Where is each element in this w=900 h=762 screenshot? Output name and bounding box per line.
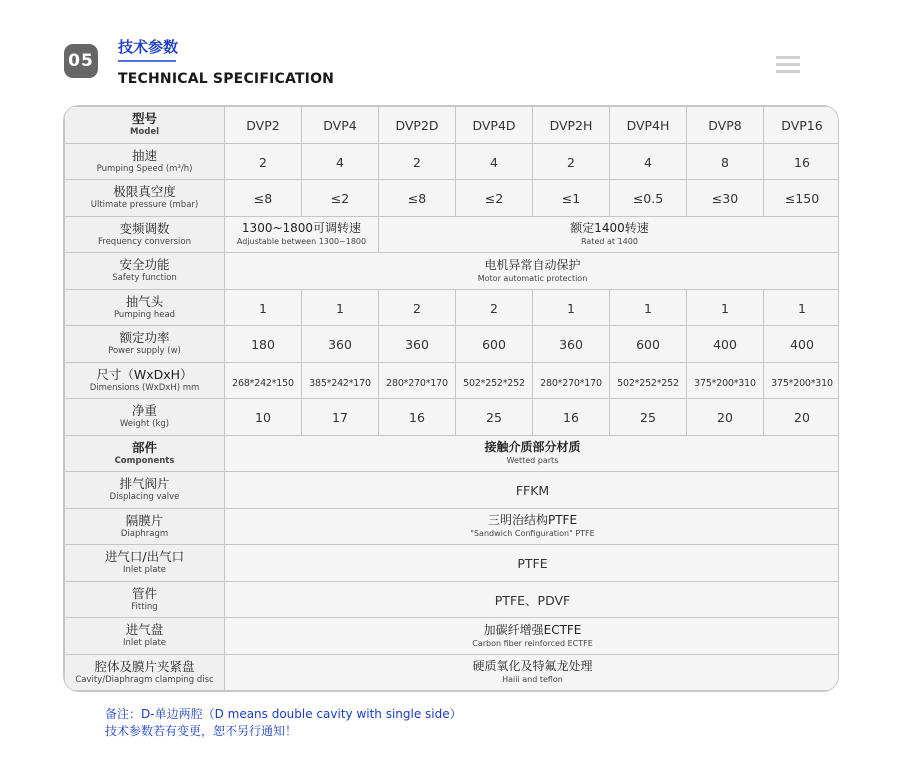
cell-value: ≤30 [711,191,739,207]
value-cell [456,289,533,326]
label-en: Fitting [131,601,158,612]
label-en: Cavity/Diaphragm clamping disc [75,674,214,685]
row-frequency-conversion [65,216,840,253]
label-cn: 腔体及膜片夹紧盘 [94,658,195,674]
value-cn: 1300~1800可调转速 [241,221,362,236]
cell-value: 385*242*170 [309,377,371,389]
value-en: Wetted parts [506,456,559,466]
label-en: Frequency conversion [97,236,191,247]
value-en: Motor automatic protection [477,273,588,283]
value-cell [225,143,302,180]
value-cn: 接触介质部分材质 [484,440,581,455]
row-fitting [65,581,840,618]
value-cell [610,399,687,436]
label-en: Diaphragm [120,528,169,539]
value-cell [456,362,533,399]
row-model [65,107,840,144]
value-cell [225,289,302,326]
value-cell [764,362,840,399]
cell-value: 280*270*170 [540,377,602,389]
menu-icon[interactable] [776,56,800,78]
value-cell [533,326,610,363]
merged-value-cell [225,654,840,691]
value-cn: 加碳纤增强ECTFE [483,622,582,637]
cell-value: 600 [482,337,506,353]
merged-value-cell [225,508,840,545]
label-cn: 抽气头 [125,293,164,309]
cell-value: 2 [413,154,421,170]
cell-value: 1 [336,300,344,316]
row-label [65,508,225,545]
label-en: Inlet plate [122,565,167,576]
row-ultimate-pressure [65,180,840,217]
value-cell [379,180,456,217]
note-disclaimer: 技术参数若有变更，恕不另行通知！ [105,724,298,738]
cell-value: 502*252*252 [617,377,679,389]
value-cell [379,289,456,326]
label-en: Dimensions (WxDxH) mm [89,382,200,393]
cell-value: DVP4D [472,118,516,134]
value-cell [764,399,840,436]
row-label [65,289,225,326]
label-en: Ultimate pressure (mbar) [90,200,199,211]
label-cn: 极限真空度 [113,184,176,200]
model-cell [764,107,840,144]
cell-value: 1 [798,300,806,316]
value-cell [379,143,456,180]
value-cell [225,180,302,217]
value-cell [764,143,840,180]
row-cavity-clamping [65,654,840,691]
row-label [65,216,225,253]
value-cell [302,143,379,180]
cell-value: ≤8 [407,191,427,207]
value-cell [533,399,610,436]
cell-value: 360 [405,337,429,353]
value-cell [687,399,764,436]
cell-value: 375*200*310 [694,377,756,389]
cell-value: 16 [794,154,810,170]
cell-value: 2 [259,154,267,170]
row-diaphragm [65,508,840,545]
cell-value: 1 [567,300,575,316]
value-cell [225,362,302,399]
value-cell [302,326,379,363]
cell-value: PTFE [517,556,548,572]
value-cell [225,399,302,436]
merged-value-cell [225,618,840,655]
value-cn: 电机异常自动保护 [484,257,581,272]
model-cell [225,107,302,144]
cell-value: 502*252*252 [463,377,525,389]
value-cell [610,326,687,363]
label-cn: 变频调数 [119,220,170,236]
value-en: Haiii and teflon [502,675,563,685]
cell-value: 17 [332,410,348,426]
value-cell [302,399,379,436]
merged-value-cell [225,581,840,618]
label-cn: 排气阀片 [119,476,170,492]
value-cell [764,326,840,363]
label-en: Model [129,127,160,138]
spec-table-container [63,105,839,692]
merged-value-cell [225,472,840,509]
value-cell [302,289,379,326]
cell-value: 180 [251,337,275,353]
label-cn: 进气口/出气口 [104,549,185,565]
cell-value: 4 [336,154,344,170]
cell-value: 1 [259,300,267,316]
cell-value: 400 [790,337,814,353]
label-cn: 安全功能 [119,257,170,273]
label-en: Power supply (w) [108,346,181,357]
row-label [65,618,225,655]
cell-value: 268*242*150 [232,377,294,389]
label-cn: 进气盘 [125,622,164,638]
cell-value: 20 [794,410,810,426]
cell-value: 4 [490,154,498,170]
value-cn: 额定1400转速 [570,221,649,236]
value-cell [533,143,610,180]
value-cell [687,143,764,180]
row-label [65,253,225,290]
cell-value: ≤8 [253,191,273,207]
cell-value: 20 [717,410,733,426]
row-safety-function [65,253,840,290]
model-cell [379,107,456,144]
note-double-cavity: 备注：D-单边两腔（D means double cavity with single side） [105,707,462,721]
merged-value-cell [225,545,840,582]
row-displacing-valve [65,472,840,509]
label-en: Safety function [112,273,177,284]
cell-value: 375*200*310 [771,377,833,389]
value-en: Rated at 1400 [581,237,638,247]
row-pumping-speed [65,143,840,180]
value-cell [610,289,687,326]
row-label [65,326,225,363]
label-cn: 尺寸（WxDxH） [96,366,193,382]
row-power-supply [65,326,840,363]
row-weight [65,399,840,436]
label-cn: 抽速 [131,147,157,163]
value-cell [456,326,533,363]
cell-value: 16 [563,410,579,426]
value-cell [302,362,379,399]
model-cell [533,107,610,144]
label-cn: 净重 [131,403,157,419]
cell-value: ≤2 [330,191,350,207]
row-label [65,143,225,180]
value-cn: 三明治结构PTFE [487,513,578,528]
value-en: Adjustable between 1300~1800 [236,237,367,247]
value-cn: 硬质氧化及特氟龙处理 [472,659,593,674]
label-en: Weight (kg) [119,419,170,430]
value-cell [302,180,379,217]
cell-value: DVP4H [626,118,670,134]
cell-value: 600 [636,337,660,353]
cell-value: 400 [713,337,737,353]
row-inlet-outlet [65,545,840,582]
cell-value: DVP2 [246,118,280,134]
cell-value: DVP2D [395,118,439,134]
cell-value: ≤150 [784,191,820,207]
row-label [65,545,225,582]
cell-value: ≤0.5 [632,191,664,207]
cell-value: 2 [413,300,421,316]
merged-value-cell [225,253,840,290]
value-cell [764,180,840,217]
row-label [65,654,225,691]
label-cn: 额定功率 [119,330,170,346]
value-cell [533,289,610,326]
cell-value: 10 [255,410,271,426]
cell-value: ≤1 [561,191,581,207]
label-cn: 管件 [131,585,157,601]
model-cell [610,107,687,144]
model-cell [302,107,379,144]
label-cn: 隔膜片 [125,512,164,528]
cell-value: 280*270*170 [386,377,448,389]
value-cell [379,362,456,399]
cell-value: 16 [409,410,425,426]
row-label [65,362,225,399]
value-cell [687,362,764,399]
spec-table [64,106,839,691]
value-cell [687,180,764,217]
merged-value-cell [379,216,840,253]
cell-value: 1 [644,300,652,316]
value-cell [764,289,840,326]
label-en: Pumping head [113,309,176,320]
cell-value: PTFE、PDVF [494,592,571,608]
merged-value-cell [225,216,379,253]
row-pumping-head [65,289,840,326]
value-en: Carbon fiber reinforced ECTFE [472,638,593,648]
value-cell [379,399,456,436]
label-en: Inlet plate [122,638,167,649]
cell-value: 4 [644,154,652,170]
section-title-en: TECHNICAL SPECIFICATION [118,71,335,87]
value-cell [456,143,533,180]
value-cell [687,289,764,326]
cell-value: 2 [567,154,575,170]
value-cell [610,362,687,399]
value-cell [456,180,533,217]
cell-value: DVP2H [549,118,593,134]
label-en: Components [114,455,175,466]
cell-value: 360 [559,337,583,353]
cell-value: 25 [640,410,656,426]
label-en: Pumping Speed (m³/h) [96,163,193,174]
row-label [65,472,225,509]
row-components-header [65,435,840,472]
cell-value: 360 [328,337,352,353]
section-title-cn: 技术参数 [118,38,179,56]
value-cell [610,180,687,217]
cell-value: DVP16 [781,118,823,134]
value-cell [379,326,456,363]
value-cell [610,143,687,180]
label-cn: 部件 [131,439,157,455]
label-en: Displacing valve [109,492,180,503]
row-label [65,435,225,472]
cell-value: 25 [486,410,502,426]
row-label [65,399,225,436]
title-underline [118,60,176,62]
label-cn: 型号 [131,111,157,127]
cell-value: 8 [721,154,729,170]
row-label [65,581,225,618]
cell-value: DVP8 [708,118,742,134]
value-cell [456,399,533,436]
row-label [65,107,225,144]
model-cell [456,107,533,144]
cell-value: FFKM [515,483,550,499]
row-label [65,180,225,217]
row-inlet-plate [65,618,840,655]
cell-value: DVP4 [323,118,357,134]
value-cell [687,326,764,363]
value-cell [533,362,610,399]
value-en: "Sandwich Configuration" PTFE [470,529,595,539]
merged-value-cell [225,435,840,472]
cell-value: 1 [721,300,729,316]
value-cell [225,326,302,363]
model-cell [687,107,764,144]
cell-value: 2 [490,300,498,316]
cell-value: ≤2 [484,191,504,207]
section-number-badge: 05 [64,44,98,78]
row-dimensions [65,362,840,399]
value-cell [533,180,610,217]
